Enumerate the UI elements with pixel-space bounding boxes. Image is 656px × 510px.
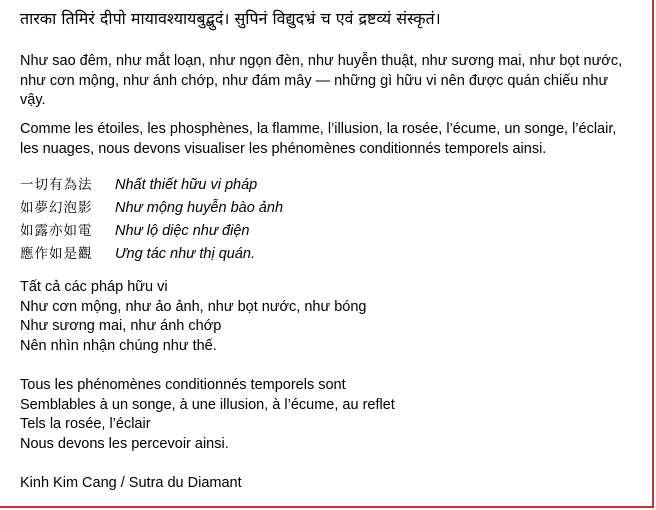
han-text: 如夢幻泡影 xyxy=(20,199,93,216)
chinese-verse-line xyxy=(20,220,630,243)
verse-line: Nên nhìn nhận chúng như thế. xyxy=(20,337,217,354)
verse-line: Như sương mai, như ánh chớp xyxy=(20,318,222,334)
chinese-verse-block xyxy=(20,174,630,266)
french-prose-translation: Comme les étoiles, les phosphènes, la flamme, l’illusion, la rosée, l’écume, un songe, l’éclair, les nuages, nous devons visualiser les phénomènes conditionnés temporels ainsi. xyxy=(20,121,617,157)
sanskrit-verse: तारका तिमिरं दीपो मायावश्यायबुद्बुदं। सुपिनं विद्युदभ्रं च एवं द्रष्टव्यं संस्कृतं। xyxy=(20,9,441,28)
sino-vietnamese-reading: Như lộ diệc như điện xyxy=(115,222,250,239)
chinese-verse-line xyxy=(20,197,630,220)
verse-line: Tous les phénomènes conditionnés temporels sont xyxy=(20,377,346,393)
sino-vietnamese-reading: Như mộng huyễn bào ảnh xyxy=(115,199,284,216)
sino-vietnamese-reading: Ưng tác như thị quán. xyxy=(115,245,256,262)
verse-line: Như cơn mộng, như ảo ảnh, như bọt nước, như bóng xyxy=(20,298,367,315)
sino-vietnamese-reading: Nhất thiết hữu vi pháp xyxy=(115,176,258,193)
verse-line: Tất cả các pháp hữu vi xyxy=(20,279,168,295)
han-text: 一切有為法 xyxy=(20,176,93,193)
han-text: 如露亦如電 xyxy=(20,222,93,239)
han-text: 應作如是觀 xyxy=(20,245,93,262)
chinese-verse-line xyxy=(20,243,630,266)
verse-line: Nous devons les percevoir ainsi. xyxy=(20,435,229,452)
vietnamese-verse-block xyxy=(20,278,630,356)
french-verse-block xyxy=(20,376,630,454)
verse-line: Semblables à un songe, à une illusion, à l’écume, au reflet xyxy=(20,396,395,413)
vietnamese-prose-translation: Như sao đêm, như mắt loạn, như ngọn đèn, như huyễn thuật, như sương mai, như bọt nước, như cơn mộng, như ánh chớp, như đám mây — những gì hữu vi nên được quán chiếu như vậy. xyxy=(20,53,623,108)
chinese-verse-line xyxy=(20,174,630,197)
source-attribution: Kinh Kim Cang / Sutra du Diamant xyxy=(20,475,242,491)
verse-line: Tels la rosée, l’éclair xyxy=(20,416,151,432)
